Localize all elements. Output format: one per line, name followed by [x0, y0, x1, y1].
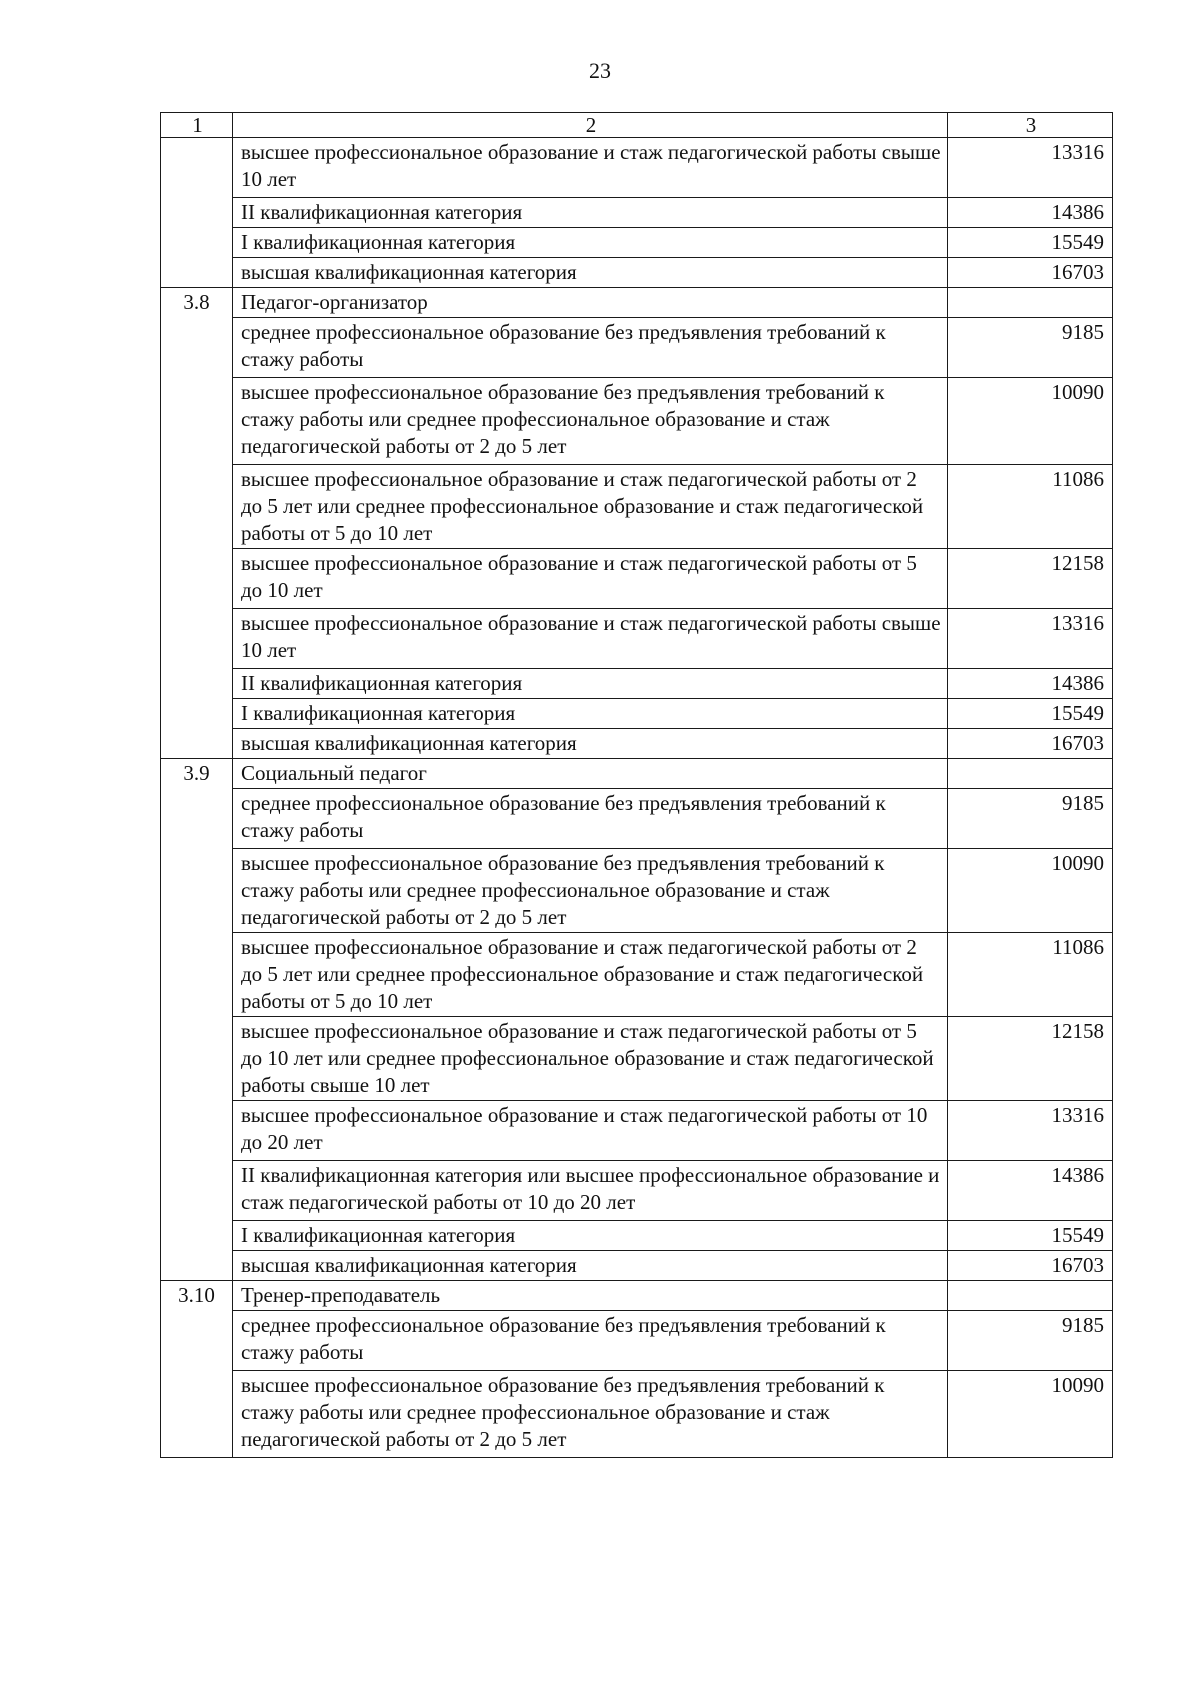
salary-value-cell: 9185	[948, 318, 1113, 378]
table-row	[161, 228, 1113, 258]
requirement-cell: высшая квалификационная категория	[233, 1251, 948, 1281]
salary-value-cell: 14386	[948, 198, 1113, 228]
requirement-cell: высшее профессиональное образование и стаж педагогической работы свыше 10 лет	[233, 609, 948, 669]
salary-value-cell: 9185	[948, 789, 1113, 849]
salary-value-cell: 9185	[948, 1311, 1113, 1371]
column-header-2: 2	[233, 113, 948, 138]
table-row	[161, 258, 1113, 288]
table-row	[161, 1101, 1113, 1161]
position-title-cell: Тренер-преподаватель	[233, 1281, 948, 1311]
table-row	[161, 699, 1113, 729]
requirement-cell: высшее профессиональное образование и стаж педагогической работы от 5 до 10 лет	[233, 549, 948, 609]
salary-value-cell	[948, 759, 1113, 789]
requirement-cell: высшее профессиональное образование и стаж педагогической работы от 5 до 10 лет или среднее профессиональное образование и стаж педагогической работы свыше 10 лет	[233, 1017, 948, 1101]
table-row	[161, 1161, 1113, 1221]
requirement-cell: I квалификационная категория	[233, 1221, 948, 1251]
requirement-cell: I квалификационная категория	[233, 699, 948, 729]
section-number-cell	[161, 138, 233, 288]
table-row	[161, 609, 1113, 669]
requirement-cell: I квалификационная категория	[233, 228, 948, 258]
table-row	[161, 1311, 1113, 1371]
table-row	[161, 549, 1113, 609]
requirement-cell: среднее профессиональное образование без предъявления требований к стажу работы	[233, 318, 948, 378]
column-header-3: 3	[948, 113, 1113, 138]
table-row	[161, 1221, 1113, 1251]
requirement-cell: II квалификационная категория или высшее профессиональное образование и стаж педагогической работы от 10 до 20 лет	[233, 1161, 948, 1221]
salary-value-cell: 13316	[948, 1101, 1113, 1161]
position-title-cell: Педагог-организатор	[233, 288, 948, 318]
table-row	[161, 669, 1113, 699]
requirement-cell: высшее профессиональное образование и стаж педагогической работы от 2 до 5 лет или среднее профессиональное образование и стаж педагогической работы от 5 до 10 лет	[233, 465, 948, 549]
salary-value-cell: 10090	[948, 1371, 1113, 1458]
table-row	[161, 1371, 1113, 1458]
salary-value-cell: 16703	[948, 258, 1113, 288]
section-row	[161, 1281, 1113, 1311]
requirement-cell: среднее профессиональное образование без предъявления требований к стажу работы	[233, 1311, 948, 1371]
section-row	[161, 759, 1113, 789]
salary-value-cell: 15549	[948, 228, 1113, 258]
table-row	[161, 378, 1113, 465]
table-row	[161, 933, 1113, 1017]
salary-value-cell	[948, 288, 1113, 318]
salary-value-cell: 15549	[948, 1221, 1113, 1251]
table-row	[161, 198, 1113, 228]
salary-value-cell: 14386	[948, 1161, 1113, 1221]
table-row	[161, 465, 1113, 549]
table-row	[161, 789, 1113, 849]
position-title-cell: Социальный педагог	[233, 759, 948, 789]
salary-value-cell: 15549	[948, 699, 1113, 729]
requirement-cell: высшая квалификационная категория	[233, 729, 948, 759]
requirement-cell: высшая квалификационная категория	[233, 258, 948, 288]
salary-value-cell: 10090	[948, 378, 1113, 465]
table-header-row	[161, 113, 1113, 138]
table-body	[161, 113, 1113, 1458]
salary-table	[160, 112, 1113, 1458]
salary-value-cell: 16703	[948, 729, 1113, 759]
requirement-cell: высшее профессиональное образование и стаж педагогической работы от 2 до 5 лет или среднее профессиональное образование и стаж педагогической работы от 5 до 10 лет	[233, 933, 948, 1017]
requirement-cell: II квалификационная категория	[233, 198, 948, 228]
requirement-cell: высшее профессиональное образование без предъявления требований к стажу работы или среднее профессиональное образование и стаж педагогической работы от 2 до 5 лет	[233, 849, 948, 933]
salary-value-cell: 11086	[948, 933, 1113, 1017]
section-number-cell: 3.10	[161, 1281, 233, 1458]
requirement-cell: среднее профессиональное образование без предъявления требований к стажу работы	[233, 789, 948, 849]
requirement-cell: II квалификационная категория	[233, 669, 948, 699]
column-header-1: 1	[161, 113, 233, 138]
table-row	[161, 318, 1113, 378]
table-row	[161, 138, 1113, 198]
table-row	[161, 729, 1113, 759]
salary-value-cell: 13316	[948, 138, 1113, 198]
requirement-cell: высшее профессиональное образование без предъявления требований к стажу работы или среднее профессиональное образование и стаж педагогической работы от 2 до 5 лет	[233, 378, 948, 465]
salary-value-cell: 14386	[948, 669, 1113, 699]
requirement-cell: высшее профессиональное образование и стаж педагогической работы свыше 10 лет	[233, 138, 948, 198]
salary-value-cell: 10090	[948, 849, 1113, 933]
section-row	[161, 288, 1113, 318]
section-number-cell: 3.9	[161, 759, 233, 1281]
salary-value-cell	[948, 1281, 1113, 1311]
table-row	[161, 1017, 1113, 1101]
requirement-cell: высшее профессиональное образование без предъявления требований к стажу работы или среднее профессиональное образование и стаж педагогической работы от 2 до 5 лет	[233, 1371, 948, 1458]
section-number-cell: 3.8	[161, 288, 233, 759]
table-row	[161, 1251, 1113, 1281]
salary-value-cell: 16703	[948, 1251, 1113, 1281]
salary-value-cell: 12158	[948, 1017, 1113, 1101]
salary-value-cell: 11086	[948, 465, 1113, 549]
salary-value-cell: 13316	[948, 609, 1113, 669]
table-row	[161, 849, 1113, 933]
page-number: 23	[589, 58, 611, 83]
salary-value-cell: 12158	[948, 549, 1113, 609]
requirement-cell: высшее профессиональное образование и стаж педагогической работы от 10 до 20 лет	[233, 1101, 948, 1161]
